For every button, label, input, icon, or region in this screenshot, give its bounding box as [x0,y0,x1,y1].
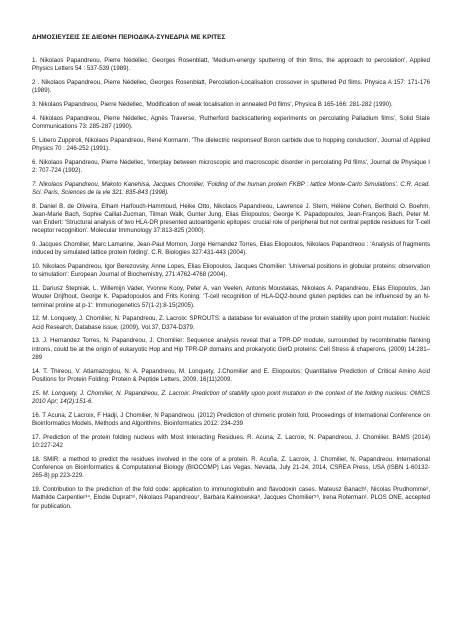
reference-text: 7. Nikolaos Papandreou, Makoto Kanehisa, Jacques Chomilier, 'Folding of the human protein FKBP : lattice Monte-Carlo Simulations'. C.R. Acad. Sci. Paris, Sciences de la vie 321: 835-843 (1998). [32,180,430,196]
reference-text: 10. Nikolaos Papandreou, Igor Berezovsky, Anne Lopes, Elias Eliopoulos, Jacques Chomilier: 'Universal positions in globular proteins: observation to simulation': European Journal of Biochemistry, 271:4762-4768 (2004). [32,263,430,279]
reference-text: 6. Nikolaos Papandreou, Pierre Nédellec, 'Interplay between microscopic and macroscopic disorder in percolating Pd films', Journal de Physique I 2: 707-724 (1992). [32,158,430,174]
reference-item [32,486,430,511]
reference-item [32,434,430,451]
reference-list [32,57,430,516]
reference-item [32,263,430,280]
reference-text: 4. Nikolaos Papandreou, Pierre Nédellec, Agnès Traverse, 'Rutherford backscattering experiments on percolating Palladium films', Solid State Communications 73: 285-287 (1990). [32,114,430,130]
reference-item [32,79,430,96]
reference-item [32,137,430,154]
reference-item [32,203,430,236]
reference-text: 8. Daniel B. de Oliveira, Elham Harfouch-Hammoud, Heike Otto, Nikolaos Papandreou, Lawrence J. Stern, Hélène Cohen, Berthold O. Boehm, Jean-Marie Bach, Sophie Caillat-Zucman, Tilman Walk, Gunter Jung, Elias Eliopoulos, George K. Papadopoulos, Jean-François Bach, Peter M. van Endert: 'Structural analysis of two HLA-DR presented autoantigenic epitopes: crucial role of peripheral but not central peptide residues for T-cell receptor recognition'. Molecular Immunology 37:813-825 (2000). [32,202,430,235]
reference-item [32,241,430,258]
reference-text: 13. J. Hernandez Torres, N. Papandreou, J. Chomilier: Sequence analysis reveal that a TPR-DP module, surrounded by recombinable flanking introns, could be at the origin of eukaryotic Hop and Hip TPR-DP domains and prokaryotic GerD proteins: Cell Stress & chaperons, (2009) 14:281–289 [32,337,430,361]
reference-text: 16. T Acuna, Z Lacroix, F Hadji, J Chomilier, N Papandreou. (2012) Prediction of chimeric protein fold, Proceedings of International Conference on Bioinformatics Models, Methods and Algorithms. Bioinformatics 2012: 234-239 [32,411,430,427]
reference-text: 14. T. Thireou, V. Atlamazoglou, N. A. Papandreou, M. Lonquety, J.Chomilier and E. Eliopoulos: Quantitative Prediction of Critical Amino Acid Positions for Protein Folding: Protein & Peptide Letters, 2009, 16(11)2009. [32,367,430,383]
reference-text: 3. Nikolaos Papandreou, Pierre Nédellec, 'Modification of weak localisation in annealed Pd films', Physica B 165-166: 281-282 (1990). [32,100,393,108]
reference-text: 11. Dariusz Stepniak, L. Willemijn Vader, Yvonne Kooy, Peter A. van Veelen, Antonis Moustakas, Nikolaos A. Papandreou, Elias Eliopoulos, Jan Wouter Drijfhout, George K. Papadopoulos and Frits Koning: 'T-cell recognition of HLA-DQ2-bound gluten peptides can be influenced by an N-terminal proline at p-1': Immunogenetics 57(1-2):8-15(2005). [32,285,430,309]
reference-text: 1. Nikolaos Papandreou, Pierre Nédellec, Georges Rosenblatt, 'Medium-energy sputtering of thin films, the approach to percolation', Applied Physics Letters 54 : 537-539 (1989). [32,57,430,73]
reference-item [32,285,430,310]
reference-item [32,101,430,109]
reference-text: 17. Prediction of the protein folding nucleus with Most Interacting Residues. R. Acuna, Z. Lacroix, N. Papandreou, J. Chomilier. BAMS (2014) 10:227-242 [32,433,430,449]
reference-item [32,315,430,332]
reference-item [32,412,430,429]
reference-item [32,181,430,198]
reference-text: 2 . Nikolaos Papandreou, Pierre Nédellec, Georges Rosenblatt, Percolation-Localisation crossover in sputtered Pd films. Physica A 157: 171-176 (1989). [32,78,430,95]
reference-text: 9. Jacques Chomilier, Marc Lamarine, Jean-Paul Mornon, Jorge Hernandez Torres, Elias Eliopoulos, Nikolaos Papandreou : 'Analysis of fragments induced by simulated lattice protein folding'. C.R. Biologies 327:431-443 (2004). [32,241,430,257]
reference-item [32,368,430,385]
reference-text: 15. M. Lonquety, J. Chomilier, N. Papandreou, Z. Lacroix: Prediction of stability upon point mutation in the context of the folding nucleus: OMICS 2010 Apr; 14(2):151-6. [32,389,430,405]
reference-item [32,390,430,407]
reference-item [32,159,430,176]
reference-text: 12. M. Lonquety, J. Chomilier, N. Papandreou, Z. Lacroix: SPROUTS: a database for evaluation of the protein stability upon point mutation: Nucleic Acid Research, Database issue, (2009), Vol.37, D374-D379. [32,315,430,331]
reference-text: 5. Libero Zuppiroli, Nikolaos Papandreou, René Kormann, 'The dielectric responseof Boron carbide due to hopping conduction', Journal of Applied Physics 70 : 246-252 (1991). [32,136,430,152]
reference-item [32,115,430,132]
reference-item [32,456,430,481]
page-title: ΔΗΜΟΣΙΕΥΣΕΙΣ ΣΕ ΔΙΕΘΝΗ ΠΕΡΙΟΔΙΚΑ-ΣΥΝΕΔΡΙΑ ΜΕ ΚΡΙΤΕΣ [32,34,226,41]
reference-item [32,57,430,74]
reference-item [32,337,430,362]
reference-text: 18. SMIR: a method to predict the residues involved in the core of a protein. R. Acuña, Z. Lacroix, J. Chomilier, N. Papandreou. International Conference on Bioinformatics & Computational Biology (BIOCOMP) Las Vegas, Nevada, July 21-24, 2014, CSREA Press, USA (ISBN 1-60132-265-8) pp 223-229. [32,455,430,480]
reference-text: 19. Contribution to the prediction of the fold code: application to immunoglobulin and flavodoxin cases. Mateusz Banach¹, Nicolas Prudhomme², Mathilde Carpentier³⁴, Elodie Duprat⁵⁶, Nikolaos Papandreou⁷, Barbara Kalinowska⁸, Jacques Chomilier⁵⁶, Irena Roterman¹. PLOS ONE, accepted for publication. [32,485,430,510]
